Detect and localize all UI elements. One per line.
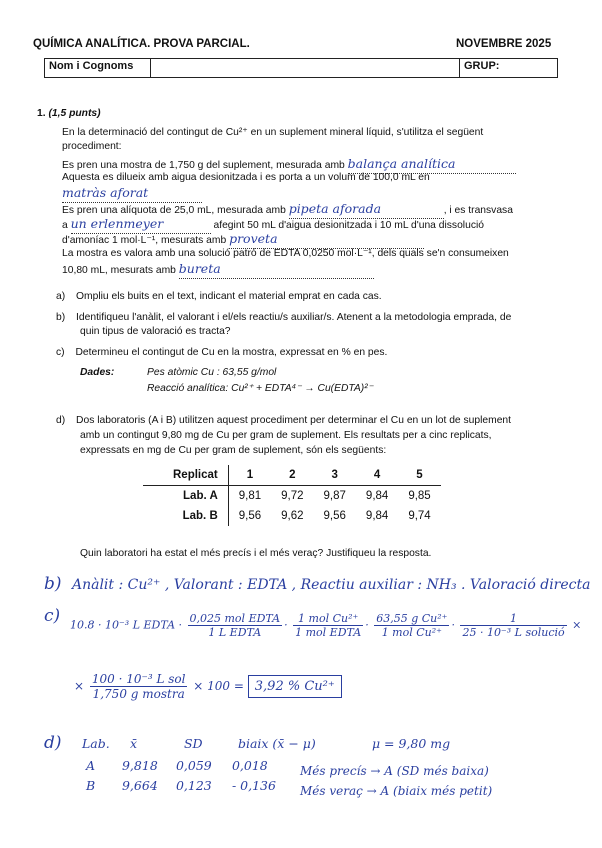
table-cell: 9,87 [323,490,346,502]
item-label: a) [56,291,66,302]
question-points: (1,5 punts) [48,108,101,119]
fraction-4: $\frac{1}{\text{25 · 10⁻³ L solució}}$ [462,612,565,639]
calc-start: 10.8 · 10⁻³ L EDTA · [70,618,183,632]
true-value: μ = 9,80 mg [371,736,451,751]
group-label: GRUP: [460,59,558,78]
answer-c-line-1: 10.8 · 10⁻³ L EDTA · $\frac{\text{0,025 mol EDTA}}{\text{1 L EDTA}}$ · $\frac{\text{1 mol Cu²⁺}}{\text{1 mol EDTA}}$ · $\frac{\text{63,55 g Cu²⁺}}{\text{1 mol Cu²⁺}}$ · $\frac{1}{\text{25 · 10⁻³ L solució}}$ × [70,612,582,639]
table-row [143,506,441,526]
header-cell: Replicat [143,465,228,486]
dades-label: Dades: [80,367,115,378]
results-table [143,465,441,526]
conclusion-accurate: Més veraç → A (biaix més petit) [300,784,493,798]
procedure-text: a [62,220,68,231]
procedure-text: 10,80 mL, mesurats amb [62,265,176,276]
procedure-text: afegint 50 mL d'aigua desionitzada i 10 mL d'una dissolució [213,220,484,231]
name-label: Nom i Cognoms [45,59,151,78]
fraction-5: $\frac{\text{100 · 10⁻³ L sol}}{\text{1,750 g mostra}}$ [91,672,186,701]
header-cell: 2 [271,465,313,486]
table-cell: 9,84 [365,510,389,522]
answer-b [44,574,590,594]
procedure-text: , i es transvasa [443,205,513,216]
item-a [56,290,382,304]
header-cell: 1 [228,465,271,486]
header-cell: 4 [356,465,398,486]
exam-date: NOVEMBRE 2025 [456,38,552,50]
table-cell: 9,72 [281,490,304,502]
answer-d-row-b: B 9,664 0,123 - 0,136 [86,778,276,793]
answer-d-row-a: A 9,818 0,059 0,018 [86,758,268,773]
item-text: Ompliu els buits en el text, indicant el material emprat en cada cas. [76,291,382,302]
answer-c-label: c) [44,606,61,626]
table-cell: 9,62 [281,510,304,522]
fraction-1: $\frac{\text{0,025 mol EDTA}}{\text{1 L EDTA}}$ [189,612,281,639]
item-d-line-3: expressats en mg de Cu per gram de suplement, són els següents: [80,445,387,456]
procedure-text: Es pren una alíquota de 25,0 mL, mesurada amb [62,205,286,216]
answer-b-label: b) [44,574,62,594]
answer-4: un erlenmeyer [70,216,164,231]
procedure-line-7: La mostra es valora amb una solució patró de EDTA 0,0250 mol·L⁻¹, dels quals se'n consumeixen [62,248,509,259]
table-cell: 9,84 [365,490,389,502]
answer-d-header: Lab. x̄ SD biaix (x̄ − μ) μ = 9,80 mg [82,736,451,751]
table-cell: 9,56 [238,510,262,522]
question-number: 1. [37,108,46,119]
header-cell: 5 [398,465,440,486]
question-heading [37,107,101,121]
name-field[interactable] [151,59,460,78]
item-text: Identifiqueu l'anàlit, el valorant i el/els reactiu/s auxiliar/s. Atenent a la metodologia emprada, de [76,312,512,323]
procedure-text: Es pren una mostra de 1,750 g del suplement, mesurada amb [62,160,345,171]
final-question: Quin laboratori ha estat el més precís i el més veraç? Justifiqueu la resposta. [80,548,432,559]
calc-times-100: × 100 = [193,679,244,693]
table-cell: 9,74 [408,510,431,522]
item-label: d) [56,415,66,426]
answer-d-label: d) [44,733,62,753]
blank-2[interactable] [62,186,202,203]
results-header-row [143,465,441,486]
table-cell: 9,85 [408,490,431,502]
answer-5: proveta [229,231,278,246]
table-row [143,486,441,507]
dades-atomic-weight: Pes atòmic Cu : 63,55 g/mol [147,367,277,378]
blank-6[interactable] [179,262,374,279]
exam-title: QUÍMICA ANALÍTICA. PROVA PARCIAL. [33,38,250,50]
intro-line-1: En la determinació del contingut de Cu²⁺ en un suplement mineral líquid, s'utilitza el següent [62,127,484,138]
table-cell: 9,56 [323,510,346,522]
table-cell: 9,81 [238,490,262,502]
result-box: 3,92 % Cu²⁺ [248,675,342,698]
answer-2: matràs aforat [62,185,149,200]
answer-3: pipeta aforada [288,201,382,216]
procedure-line-8 [62,262,374,279]
answer-c-line-2: × $\frac{\text{100 · 10⁻³ L sol}}{\text{1,750 g mostra}}$ × 100 = 3,92 % Cu²⁺ [74,672,342,701]
item-d [56,414,511,428]
item-c [56,346,387,360]
answer-b-text: Anàlit : Cu²⁺ , Valorant : EDTA , Reactiu auxiliar : NH₃ . Valoració directa [71,577,591,593]
item-text: Determineu el contingut de Cu en la mostra, expressat en % en pes. [75,347,388,358]
procedure-line-3 [62,186,202,203]
name-group-table [44,58,558,78]
dades-reaction: Reacció analítica: Cu²⁺ + EDTA⁴⁻ → Cu(EDTA)²⁻ [147,383,374,394]
item-text: Dos laboratoris (A i B) utilitzen aquest procediment per determinar el Cu en un lot de suplement [76,415,512,426]
procedure-text: d'amoníac 1 mol·L⁻¹, mesurats amb [62,235,227,246]
fraction-3: $\frac{\text{63,55 g Cu²⁺}}{\text{1 mol Cu²⁺}}$ [376,612,448,639]
item-d-line-2: amb un contingut 9,80 mg de Cu per gram de suplement. Els resultats per a cinc replicats, [80,430,492,441]
answer-1: balança analítica [347,156,456,171]
conclusion-precise: Més precís → A (SD més baixa) [300,764,489,778]
item-label: c) [56,347,65,358]
header-cell: 3 [314,465,356,486]
row-label: Lab. A [143,486,228,507]
item-b-cont: quin tipus de valoració es tracta? [80,326,231,337]
item-b [56,311,511,325]
item-label: b) [56,312,66,323]
intro-line-2: procediment: [62,141,122,152]
answer-6: bureta [178,261,221,276]
fraction-2: $\frac{\text{1 mol Cu²⁺}}{\text{1 mol EDTA}}$ [295,612,362,639]
procedure-line-2: Aquesta es dilueix amb aigua desionitzada i es porta a un volum de 100,0 mL en [62,172,430,183]
row-label: Lab. B [143,506,228,526]
